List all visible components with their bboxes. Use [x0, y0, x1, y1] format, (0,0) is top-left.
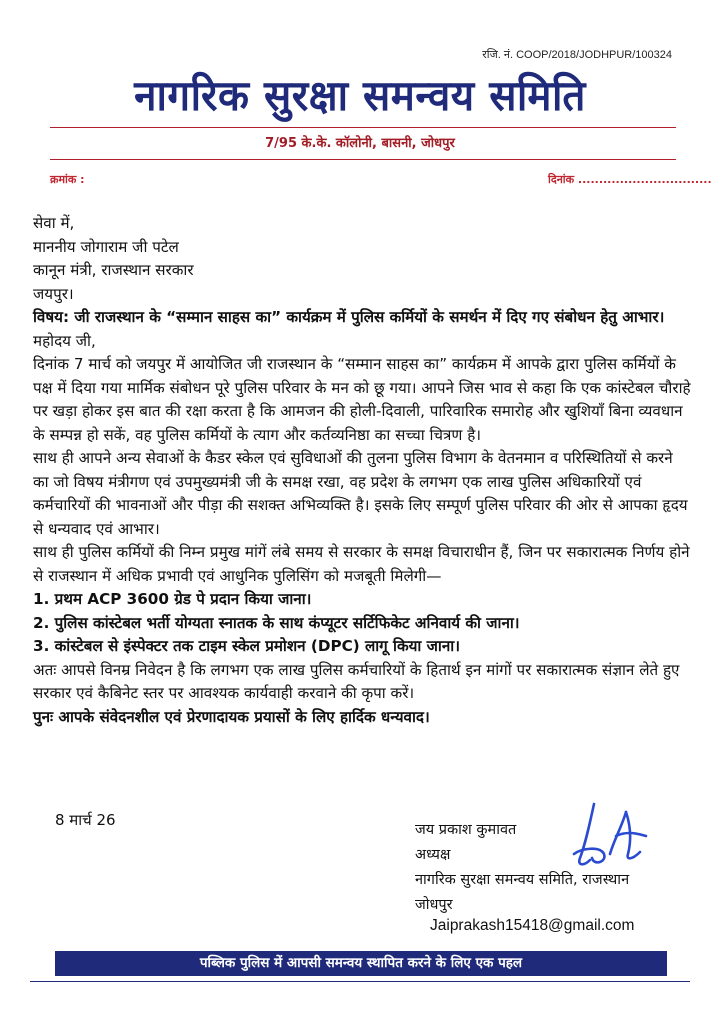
- organization-title: नागरिक सुरक्षा समन्वय समिति: [134, 71, 586, 120]
- recipient-line: जयपुर।: [33, 284, 74, 303]
- demand-item: 1. प्रथम ACP 3600 ग्रेड पे प्रदान किया जाना।: [33, 590, 312, 608]
- letter-body: [33, 212, 693, 729]
- signatory-organization: नागरिक सुरक्षा समन्वय समिति, राजस्थान: [415, 872, 630, 888]
- letter-paragraph: साथ ही आपने अन्य सेवाओं के कैडर स्केल एवं सुविधाओं की तुलना पुलिस विभाग के वेतनमान व परिस्थितियों से करने का जो विषय मंत्रीगण एवं उपमुख्यमंत्री जी के समक्ष रखा, वह प्रदेश के लगभग एक लाख पुलिस अधिकारियों एवं कर्मचारियों की भावनाओं और पीड़ा की सशक्त अभिव्यक्ति है। इसके लिए सम्पूर्ण पुलिस परिवार की ओर से आपका हृदय से धन्यवाद एवं आभार।: [33, 449, 688, 538]
- letter-greeting: महोदय जी,: [33, 331, 96, 350]
- header-divider-top: [50, 127, 676, 128]
- header-divider-bottom: [50, 159, 676, 160]
- contact-email: Jaiprakash15418@gmail.com: [430, 917, 635, 934]
- demand-item: 2. पुलिस कांस्टेबल भर्ती योग्यता स्नातक के साथ कंप्यूटर सर्टिफिकेट अनिवार्य की जाना।: [33, 613, 520, 632]
- demand-item: 3. कांस्टेबल से इंस्पेक्टर तक टाइम स्केल प्रमोशन (DPC) लागू किया जाना।: [33, 637, 460, 655]
- letter-date: 8 मार्च 26: [55, 811, 116, 829]
- footer-divider: [30, 981, 690, 982]
- letter-paragraph: अतः आपसे विनम्र निवेदन है कि लगभग एक लाख पुलिस कर्मचारियों के हितार्थ इन मांगों पर सकारात्मक संज्ञान लेते हुए सरकार एवं कैबिनेट स्तर पर आवश्यक कार्यवाही करवाने की कृपा करें।: [33, 660, 680, 702]
- letter-subject: विषय: जी राजस्थान के “सम्मान साहस का” कार्यक्रम में पुलिस कर्मियों के समर्थन में दिए गए संबोधन हेतु आभार।: [33, 308, 665, 326]
- registration-number: रजि. नं. COOP/2018/JODHPUR/100324: [482, 49, 672, 61]
- signature-block: [415, 818, 629, 918]
- recipient-line: सेवा में,: [33, 214, 75, 232]
- signatory-name: जय प्रकाश कुमावत: [415, 822, 517, 838]
- letter-paragraph: दिनांक 7 मार्च को जयपुर में आयोजित जी राजस्थान के “सम्मान साहस का” कार्यक्रम में आपके द्वारा पुलिस कर्मियों के पक्ष में दिया गया मार्मिक संबोधन पूरे पुलिस परिवार के मन को छू गया। आपने जिस भाव से कहा कि एक कांस्टेबल चौराहे पर खड़ा होकर इस बात की रक्षा करता है कि आमजन की होली-दिवाली, पारिवारिक समारोह और खुशियाँ बिना व्यवधान के सम्पन्न हो सकें, वह पुलिस कर्मियों के त्याग और कर्तव्यनिष्ठा का सच्चा चित्रण है।: [33, 355, 691, 444]
- recipient-line: माननीय जोगाराम जी पटेल: [33, 237, 179, 256]
- signatory-designation: अध्यक्ष: [415, 847, 451, 863]
- reference-number-label: क्रमांक :: [50, 173, 85, 186]
- letter-closing: पुनः आपके संवेदनशील एवं प्रेरणादायक प्रयासों के लिए हार्दिक धन्यवाद।: [33, 707, 430, 726]
- signatory-city: जोधपुर: [415, 897, 453, 913]
- footer-tagline: पब्लिक पुलिस में आपसी समन्वय स्थापित करने के लिए एक पहल: [55, 951, 667, 976]
- date-field-label: दिनांक ................................: [548, 173, 712, 186]
- organization-address: 7/95 के.के. कॉलोनी, बासनी, जोधपुर: [265, 136, 455, 151]
- letter-paragraph: साथ ही पुलिस कर्मियों की निम्न प्रमुख मांगें लंबे समय से सरकार के समक्ष विचाराधीन हैं, जिन पर सकारात्मक निर्णय होने से राजस्थान में अधिक प्रभावी एवं आधुनिक पुलिसिंग को मजबूती मिलेगी—: [33, 543, 690, 585]
- recipient-line: कानून मंत्री, राजस्थान सरकार: [33, 261, 194, 279]
